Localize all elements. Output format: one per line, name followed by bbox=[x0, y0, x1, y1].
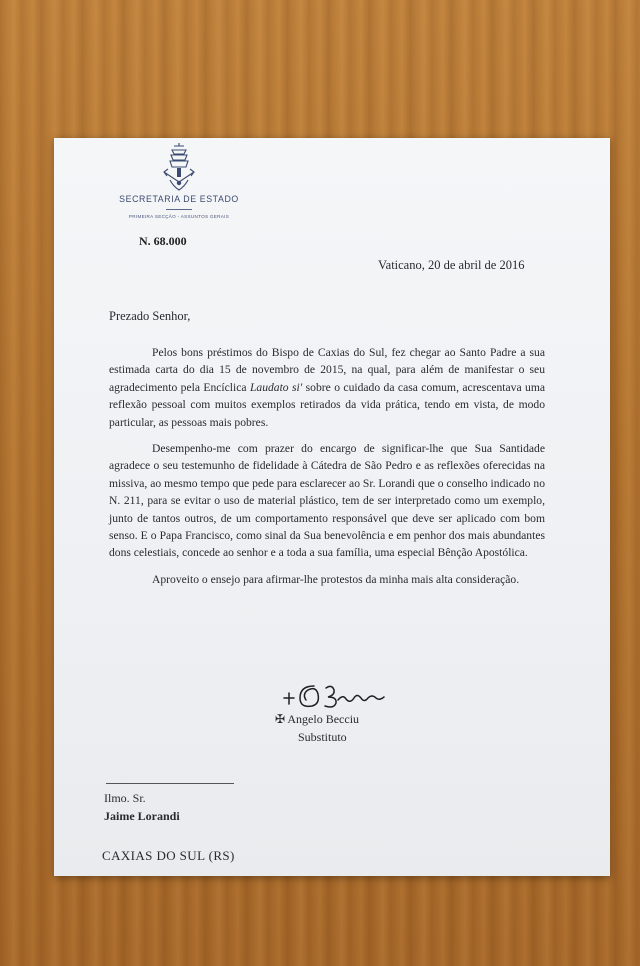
paragraph-1-start: Pelos bons préstimos do Bispo de Caxias do Sul, fez chegar ao Santo Padre a sua estimada carta do dia 15 de novembro de 2015, na qual, para além de manifestar o seu agradecimento pela Encíclica bbox=[109, 346, 545, 394]
letter-date: Vaticano, 20 de abril de 2016 bbox=[378, 258, 525, 272]
addressee-salutation: Ilmo. Sr. bbox=[104, 791, 146, 805]
letter-paper bbox=[54, 138, 610, 876]
encyclical-title: Laudato si' bbox=[249, 380, 303, 394]
papal-coat-of-arms-icon bbox=[158, 142, 200, 192]
greeting: Prezado Senhor, bbox=[109, 309, 191, 323]
address-divider bbox=[106, 783, 234, 784]
paragraph-1-end: sobre o cuidado da casa comum, acrescentava uma reflexão pessoal com muitos exemplos retirados da vida prática, tendo em vista, de modo particular, as pessoas mais pobres. bbox=[109, 380, 545, 429]
letterhead bbox=[94, 142, 264, 219]
signatory-title: Substituto bbox=[298, 730, 347, 744]
handwritten-signature-icon bbox=[280, 678, 390, 712]
addressee-name: Jaime Lorandi bbox=[104, 809, 180, 823]
letterhead-divider bbox=[166, 209, 192, 210]
paragraph-2: Desempenho-me com prazer do encargo de significar-lhe que Sua Santidade agradece o seu testemunho de fidelidade à Cátedra de São Pedro e as reflexões oferecidas na missiva, ao mesmo tempo que pede para esclarecer ao Sr. Lorandi que o conselho indicado no N. 211, para se evitar o uso de material plástico, tem de ser interpretado como um exemplo, junto de tantos outros, de um comportamento responsável que deve ser aplicado com bom senso. E o Papa Francisco, como sinal da Sua benevolência e em penhor dos mais abundantes dons celestiais, concede ao senhor e a toda a sua família, uma especial Bênção Apostólica. bbox=[109, 442, 545, 560]
paragraph-3: Aproveito o ensejo para afirmar-lhe protestos da minha mais alta consideração. bbox=[152, 572, 520, 586]
paragraph-1 bbox=[109, 344, 545, 431]
signatory-name: ✠ Angelo Becciu bbox=[275, 712, 360, 726]
protocol-number: N. 68.000 bbox=[139, 234, 187, 248]
letter-body bbox=[109, 344, 545, 597]
office-name: SECRETARIA DE ESTADO bbox=[119, 194, 239, 204]
section-name: PRIMEIRA SECÇÃO - ASSUNTOS GERAIS bbox=[128, 214, 230, 219]
addressee-city: CAXIAS DO SUL (RS) bbox=[102, 848, 235, 863]
